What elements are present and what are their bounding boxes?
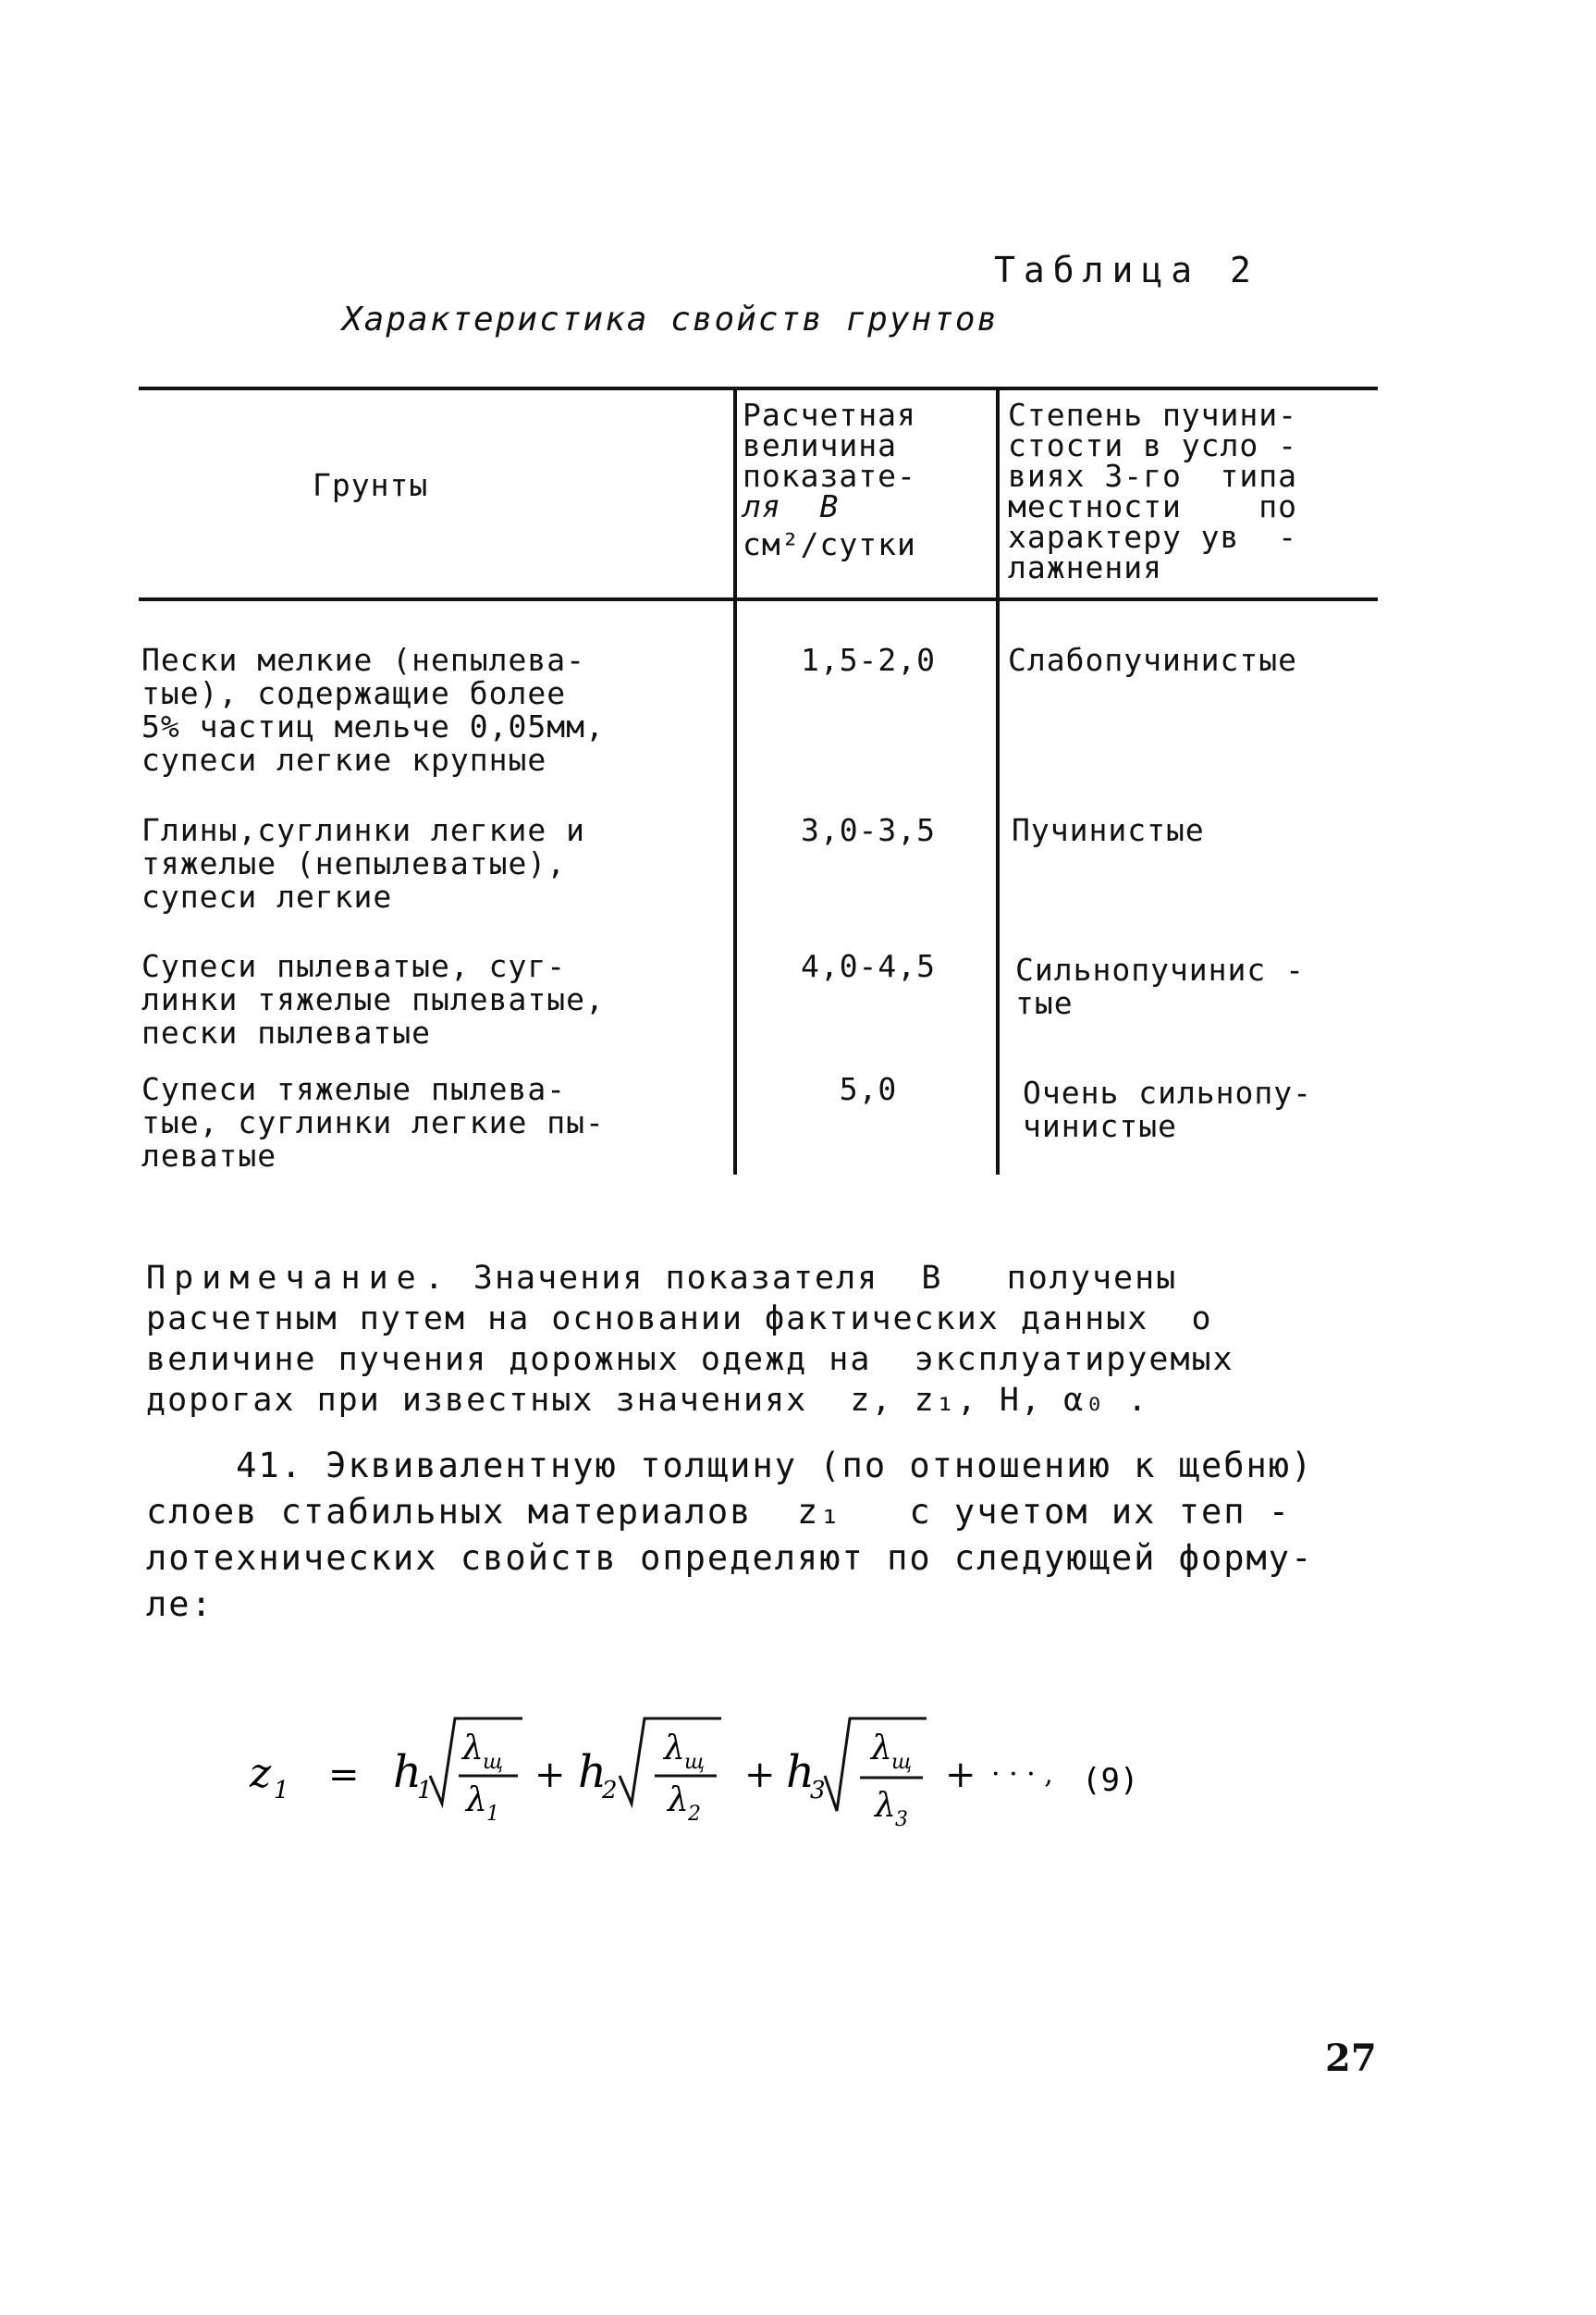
note-label: Примечание. bbox=[146, 1260, 452, 1297]
table-note bbox=[146, 1258, 1385, 1421]
term-den-sub: 2 bbox=[688, 1803, 701, 1826]
term-coef-sub: 2 bbox=[602, 1777, 618, 1804]
formula-graphic bbox=[240, 1702, 1406, 1850]
term-num-sub: щ bbox=[483, 1751, 504, 1774]
header-value bbox=[743, 397, 985, 562]
header-degree-line: лажнения bbox=[1008, 549, 1162, 585]
soil-line: леватые bbox=[141, 1138, 277, 1174]
note-line: расчетным путем на основании фактических данных о bbox=[146, 1300, 1213, 1337]
degree-line: чинистые bbox=[1023, 1108, 1177, 1144]
note-text: Значения показателя B получены bbox=[451, 1260, 1178, 1297]
degree-cell bbox=[1015, 954, 1305, 1020]
page-number: 27 bbox=[1325, 2037, 1377, 2080]
header-value-line: величина bbox=[743, 427, 897, 463]
table-col-divider-1 bbox=[733, 388, 737, 1175]
term-den: λ bbox=[875, 1787, 896, 1825]
formula-term bbox=[786, 1718, 976, 1831]
soil-cell bbox=[141, 644, 605, 777]
formula-lhs: z bbox=[250, 1750, 272, 1797]
degree-cell: Пучинистые bbox=[1012, 812, 1205, 848]
soil-cell bbox=[141, 1073, 605, 1173]
term-coef: h bbox=[578, 1746, 607, 1798]
soil-line: Супеси тяжелые пылева- bbox=[141, 1071, 567, 1107]
soil-line: Глины,суглинки легкие и bbox=[141, 812, 585, 848]
term-coef-sub: 1 bbox=[417, 1777, 433, 1804]
term-coef: h bbox=[786, 1746, 815, 1798]
term-num-sub: щ bbox=[891, 1751, 913, 1774]
soil-cell bbox=[141, 814, 585, 914]
degree-line: Сильнопучинис - bbox=[1015, 952, 1306, 988]
header-value-line: Расчетная bbox=[743, 397, 916, 433]
formula-ellipsis: · · · , bbox=[991, 1758, 1053, 1791]
header-value-line: см²/сутки bbox=[743, 526, 916, 562]
term-coef-sub: 3 bbox=[810, 1777, 826, 1804]
header-degree-line: Степень пучини- bbox=[1008, 397, 1298, 433]
term-num: λ bbox=[664, 1730, 685, 1767]
soil-line: тяжелые (непылеватые), bbox=[141, 845, 567, 881]
degree-line: Очень сильнопу- bbox=[1023, 1075, 1313, 1111]
soil-line: тые, суглинки легкие пы- bbox=[141, 1104, 605, 1140]
formula-9 bbox=[240, 1702, 1406, 1850]
paragraph-line: ле: bbox=[146, 1584, 214, 1624]
paragraph-line: слоев стабильных материалов z₁ с учетом их теп - bbox=[146, 1492, 1292, 1532]
degree-line: тые bbox=[1015, 985, 1074, 1021]
soil-line: 5% частиц мельче 0,05мм, bbox=[141, 708, 605, 745]
soil-line: пески пылеватые bbox=[141, 1015, 432, 1051]
header-degree-line: виях 3-го типа bbox=[1008, 458, 1298, 494]
formula-number: (9) bbox=[1082, 1762, 1139, 1799]
term-den-sub: 3 bbox=[895, 1808, 908, 1831]
paragraph-line: 41. Эквивалентную толщину (по отношению к щебню) bbox=[146, 1446, 1314, 1485]
formula-term bbox=[578, 1718, 776, 1826]
table-col-divider-2 bbox=[996, 388, 1000, 1175]
table-title: Характеристика свойств грунтов bbox=[342, 301, 1000, 339]
soil-line: линки тяжелые пылеватые, bbox=[141, 981, 605, 1017]
paragraph-line: лотехнических свойств определяют по следующей форму- bbox=[146, 1538, 1314, 1578]
term-num: λ bbox=[462, 1730, 484, 1767]
note-line bbox=[146, 1258, 1385, 1299]
soil-line: тые), содержащие более bbox=[141, 675, 567, 711]
term-den: λ bbox=[668, 1781, 689, 1819]
value-cell: 3,0-3,5 bbox=[800, 812, 937, 848]
value-cell: 4,0-4,5 bbox=[800, 948, 937, 984]
value-cell: 1,5-2,0 bbox=[800, 642, 937, 678]
term-num: λ bbox=[871, 1730, 892, 1767]
term-operator: + bbox=[744, 1754, 776, 1796]
soil-line: супеси легкие крупные bbox=[141, 742, 547, 778]
term-operator: + bbox=[945, 1754, 976, 1796]
table-header-rule bbox=[139, 597, 1378, 601]
term-num-sub: щ bbox=[684, 1751, 706, 1774]
term-coef: h bbox=[393, 1746, 422, 1798]
soil-line: Пески мелкие (непылева- bbox=[141, 642, 585, 678]
header-degree bbox=[1008, 397, 1378, 585]
formula-equals: = bbox=[328, 1754, 360, 1796]
note-line: дорогах при известных значениях z, z₁, H, α₀ . bbox=[146, 1382, 1149, 1419]
term-operator: + bbox=[534, 1754, 566, 1796]
header-soils: Грунты bbox=[313, 467, 429, 503]
term-den-sub: 1 bbox=[486, 1803, 499, 1826]
header-degree-line: стости в усло - bbox=[1008, 427, 1298, 463]
soil-line: Супеси пылеватые, суг- bbox=[141, 948, 567, 984]
header-value-line: ля B bbox=[743, 488, 840, 524]
table-top-rule bbox=[139, 387, 1378, 390]
note-line: величине пучения дорожных одежд на эксплуатируемых bbox=[146, 1341, 1234, 1378]
header-degree-line: характеру ув - bbox=[1008, 519, 1298, 555]
soil-line: супеси легкие bbox=[141, 879, 393, 915]
header-value-line: показате- bbox=[743, 458, 916, 494]
degree-cell bbox=[1023, 1077, 1312, 1143]
value-cell: 5,0 bbox=[839, 1071, 898, 1107]
term-den: λ bbox=[466, 1781, 487, 1819]
table-label: Таблица 2 bbox=[994, 250, 1259, 290]
header-degree-line: местности по bbox=[1008, 488, 1298, 524]
degree-cell: Слабопучинистые bbox=[1008, 642, 1298, 678]
formula-term bbox=[393, 1718, 566, 1826]
formula-lhs-sub: 1 bbox=[274, 1777, 289, 1804]
paragraph-41 bbox=[146, 1443, 1404, 1628]
soil-cell bbox=[141, 950, 605, 1050]
